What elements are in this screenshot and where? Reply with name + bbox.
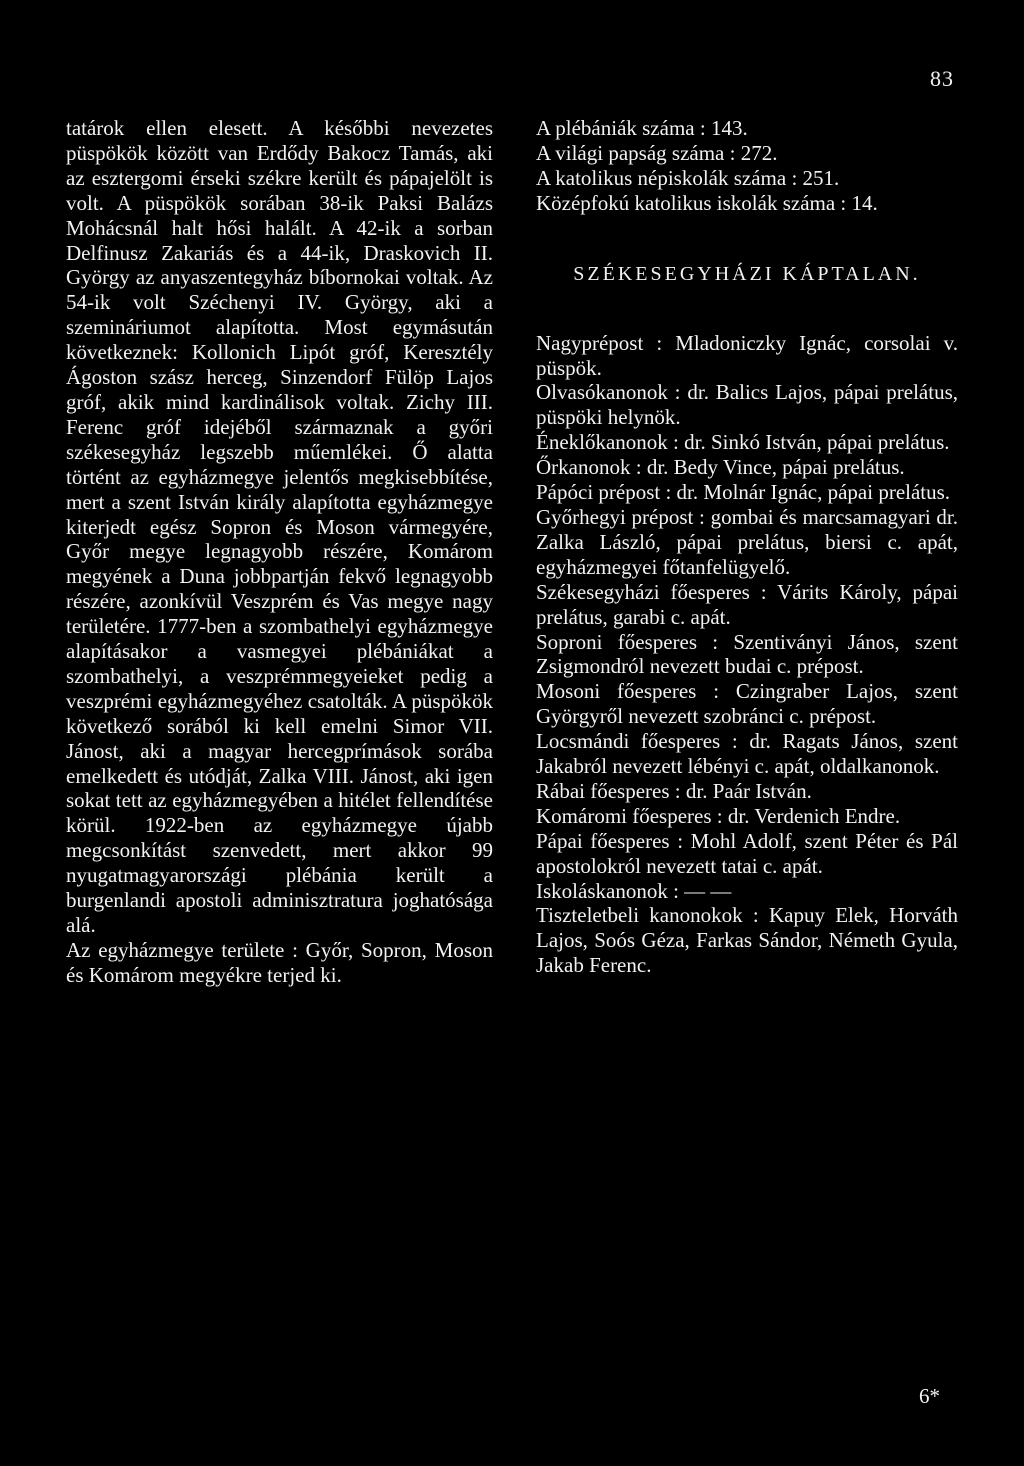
right-column [536,116,958,978]
stat-secondary-schools: Középfokú katolikus iskolák száma : 14. [536,190,878,215]
chapter-entry: Pápóci prépost : dr. Molnár Ignác, pápai prelátus. [536,480,951,505]
stat-primary-schools: A katolikus népiskolák száma : 251. [536,165,840,190]
chapter-entry: Pápai főesperes : Mohl Adolf, szent Péter és Pál apostolokról nevezett tatai c. apát. [536,828,958,878]
chapter-entry: Locsmándi főesperes : dr. Ragats János, szent Jakabról nevezett lébényi c. apát, oldalkanonok. [536,729,958,779]
chapter-entry: Nagyprépost : Mladoniczky Ignác, corsolai v. püspök. [536,330,958,380]
history-paragraph: tatárok ellen elesett. A későbbi nevezetes püspökök között van Erdődy Bakocz Tamás, aki az esztergomi érseki székre került és pápajelölt is volt. A püspökök sorában 38-ik Paksi Balázs Mohácsnál halt hősi halált. A 42-ik a sorban Delfinusz Zakariás és a 44-ik, Draskovich II. György az anyaszentegyház bíbornokai voltak. Az 54-ik volt Széchenyi IV. György, aki a szemináriumot alapította. Most egymásután következnek: Kollonich Lipót gróf, Keresztély Ágoston szász herceg, Sinzendorf Fülöp Lajos gróf, akik mind kardinálisok voltak. Zichy III. Ferenc gróf idejéből származnak a győri székesegyház legszebb műemlékei. Ő alatta történt az egyházmegye jelentős megkisebbítése, mert a szent István király alapította egyházmegye kiterjedt egész Sopron és Moson vármegyére, Győr megye legnagyobb részére, Komárom megyének a Duna jobbpartján fekvő legnagyobb részére, azonkívül Veszprém és Vas megye nagy területére. 1777-ben a szombathelyi egyházmegye alapításakor a vasmegyei plébániákat a szombathelyi, a veszprémmegyeieket pedig a veszprémi egyházmegyéhez csatolták. A püspökök következő sorából ki kell emelni Simor VII. Jánost, aki a magyar hercegprímások sorába emelkedett és utódját, Zalka VIII. Jánost, aki igen sokat tett az egyházmegyében a hitélet fellendítése körül. 1922-ben az egyházmegye újabb megcsonkítást szenvedett, mert akkor 99 nyugatmagyarországi plébánia került a burgenlandi apostoli adminisztratura joghatósága alá. [66,116,493,937]
chapter-entry: Rábai főesperes : dr. Paár István. [536,778,812,803]
chapter-entry: Győrhegyi prépost : gombai és marcsamagyari dr. Zalka László, pápai prelátus, biersi c. apát, egyházmegyei főtanfelügyelő. [536,504,958,579]
chapter-entry: Iskoláskanonok : — — [536,878,732,903]
stat-clergy: A világi papság száma : 272. [536,140,778,165]
chapter-entry: Soproni főesperes : Szentiványi János, szent Zsigmondról nevezett budai c. prépost. [536,629,958,679]
page-number: 83 [930,66,954,91]
chapter-entry: Tiszteletbeli kanonokok : Kapuy Elek, Horváth Lajos, Soós Géza, Farkas Sándor, Németh Gyula, Jakab Ferenc. [536,903,958,978]
chapter-entry: Komáromi főesperes : dr. Verdenich Endre. [536,803,901,828]
chapter-entry: Székesegyházi főesperes : Várits Károly, pápai prelátus, garabi c. apát. [536,579,958,629]
section-heading: SZÉKESEGYHÁZI KÁPTALAN. [573,262,921,285]
territory-paragraph: Az egyházmegye területe : Győr, Sopron, Moson és Komárom megyékre terjed ki. [66,937,493,987]
stat-parishes: A plébániák száma : 143. [536,116,748,140]
signature-mark: 6* [919,1384,940,1408]
chapter-entry: Őrkanonok : dr. Bedy Vince, pápai prelátus. [536,455,905,480]
left-column [66,116,493,988]
chapter-entry: Olvasókanonok : dr. Balics Lajos, pápai prelátus, püspöki helynök. [536,380,958,430]
chapter-entry: Éneklőkanonok : dr. Sinkó István, pápai prelátus. [536,430,950,455]
chapter-entry: Mosoni főesperes : Czingraber Lajos, szent Györgyről nevezett szobránci c. prépost. [536,679,958,729]
